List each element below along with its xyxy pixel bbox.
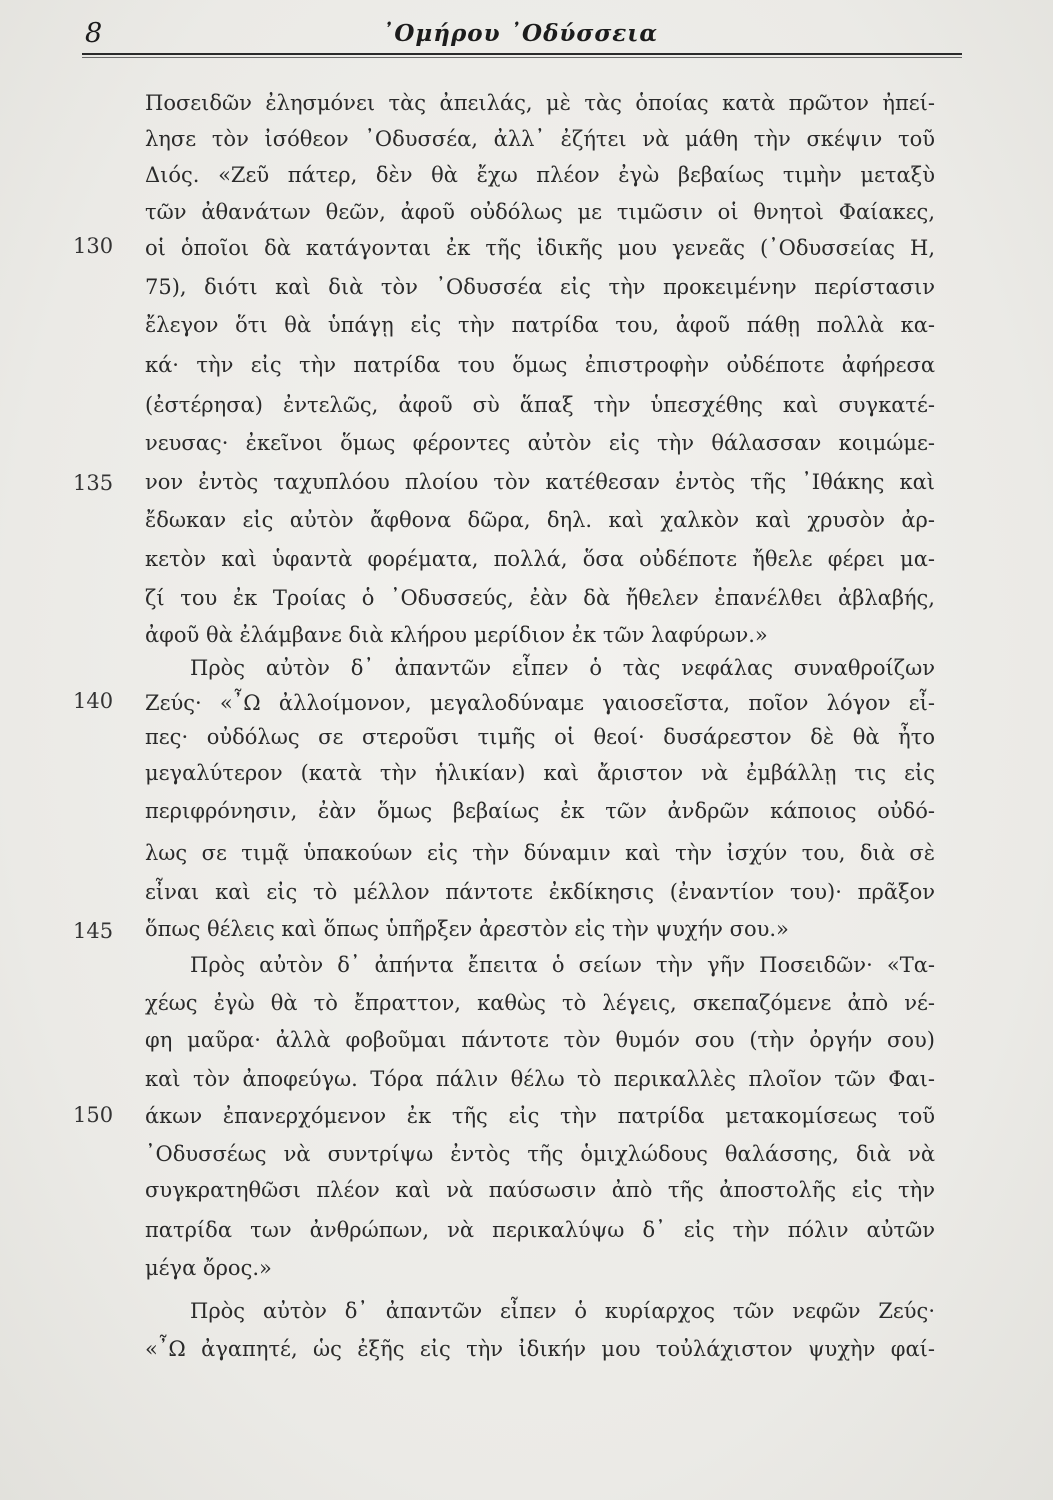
text-line: περιφρόνησιν, ἐὰν ὅμως βεβαίως ἐκ τῶν ἀνδρῶν κάποιος οὐδό- bbox=[145, 799, 935, 823]
text-line: (ἐστέρησα) ἐντελῶς, ἀφοῦ σὺ ἅπαξ τὴν ὑπεσχέθης καὶ συγκατέ- bbox=[145, 393, 935, 417]
text-line: Διός. «Ζεῦ πάτερ, δὲν θὰ ἔχω πλέον ἐγὼ βεβαίως τιμὴν μεταξὺ bbox=[145, 163, 935, 187]
line-number-140: 140 bbox=[73, 689, 114, 713]
text-line: κετὸν καὶ ὑφαντὰ φορέματα, πολλά, ὅσα οὐδέποτε ἤθελε φέρει μα- bbox=[145, 547, 935, 571]
text-line: εἶναι καὶ εἰς τὸ μέλλον πάντοτε ἐκδίκησις (ἐναντίον του)· πρᾶξον bbox=[145, 880, 935, 904]
text-line: πατρίδα των ἀνθρώπων, νὰ περικαλύψω δ᾿ εἰς τὴν πόλιν αὐτῶν bbox=[145, 1218, 935, 1242]
text-line: λησε τὸν ἰσόθεον ᾿Οδυσσέα, ἀλλ᾿ ἐζήτει νὰ μάθη τὴν σκέψιν τοῦ bbox=[145, 127, 935, 151]
text-line: ἔλεγον ὅτι θὰ ὑπάγῃ εἰς τὴν πατρίδα του, ἀφοῦ πάθῃ πολλὰ κα- bbox=[145, 313, 935, 337]
text-line: καὶ τὸν ἀποφεύγω. Τόρα πάλιν θέλω τὸ περικαλλὲς πλοῖον τῶν Φαι- bbox=[145, 1067, 935, 1091]
text-line: ὅπως θέλεις καὶ ὅπως ὑπῆρξεν ἀρεστὸν εἰς τὴν ψυχήν σου.» bbox=[145, 917, 789, 941]
text-line: Ποσειδῶν ἐλησμόνει τὰς ἀπειλάς, μὲ τὰς ὁποίας κατὰ πρῶτον ἠπεί- bbox=[145, 91, 935, 115]
line-number-135: 135 bbox=[73, 471, 114, 495]
text-line: ᾿Οδυσσέως νὰ συντρίψω ἐντὸς τῆς ὁμιχλώδους θαλάσσης, διὰ νὰ bbox=[145, 1142, 935, 1166]
running-title: ᾿Ομήρου ᾿Οδύσσεια bbox=[381, 20, 659, 47]
text-line: ζί του ἐκ Τροίας ὁ ᾿Οδυσσεύς, ἐὰν δὰ ἤθελεν ἐπανέλθει ἀβλαβής, bbox=[145, 586, 935, 610]
text-line: μεγαλύτερον (κατὰ τὴν ἡλικίαν) καὶ ἄριστον νὰ ἐμβάλλῃ τις εἰς bbox=[145, 761, 935, 785]
text-line: κά· τὴν εἰς τὴν πατρίδα του ὅμως ἐπιστροφὴν οὐδέποτε ἀφήρεσα bbox=[145, 353, 935, 377]
text-line: Ζεύς· «῏Ω ἀλλοίμονον, μεγαλοδύναμε γαιοσεῖστα, ποῖον λόγον εἶ- bbox=[145, 691, 935, 715]
text-line: νευσας· ἐκεῖνοι ὅμως φέροντες αὐτὸν εἰς τὴν θάλασσαν κοιμώμε- bbox=[145, 431, 935, 455]
text-line: «῏Ω ἀγαπητέ, ὡς ἐξῆς εἰς τὴν ἰδικήν μου τοὐλάχιστον ψυχὴν φαί- bbox=[145, 1337, 935, 1361]
text-line: μέγα ὄρος.» bbox=[145, 1256, 272, 1280]
text-line: οἱ ὁποῖοι δὰ κατάγονται ἐκ τῆς ἰδικῆς μου γενεᾶς (᾿Οδυσσείας Η, bbox=[145, 236, 935, 260]
text-line: ἀφοῦ θὰ ἐλάμβανε διὰ κλήρου μερίδιον ἐκ τῶν λαφύρων.» bbox=[145, 623, 768, 647]
text-line: Πρὸς αὐτὸν δ᾿ ἀπαντῶν εἶπεν ὁ κυρίαρχος τῶν νεφῶν Ζεύς· bbox=[190, 1299, 935, 1323]
text-line: χέως ἐγὼ θὰ τὸ ἔπραττον, καθὼς τὸ λέγεις, σκεπαζόμενε ἀπὸ νέ- bbox=[145, 991, 935, 1015]
text-line: Πρὸς αὐτὸν δ᾿ ἀπήντα ἔπειτα ὁ σείων τὴν γῆν Ποσειδῶν· «Τα- bbox=[190, 953, 935, 977]
text-line: πες· οὐδόλως σε στεροῦσι τιμῆς οἱ θεοί· δυσάρεστον δὲ θὰ ἦτο bbox=[145, 725, 935, 749]
text-line: λως σε τιμᾷ ὑπακούων εἰς τὴν δύναμιν καὶ τὴν ἰσχύν του, διὰ σὲ bbox=[145, 841, 935, 865]
line-number-150: 150 bbox=[73, 1103, 114, 1127]
page-number: 8 bbox=[85, 18, 103, 49]
text-line: φη μαῦρα· ἀλλὰ φοβοῦμαι πάντοτε τὸν θυμόν σου (τὴν ὀργήν σου) bbox=[145, 1028, 935, 1052]
text-line: νον ἐντὸς ταχυπλόου πλοίου τὸν κατέθεσαν ἐντὸς τῆς ᾿Ιθάκης καὶ bbox=[145, 470, 935, 494]
line-number-130: 130 bbox=[73, 234, 114, 258]
text-line: Πρὸς αὐτὸν δ᾿ ἀπαντῶν εἶπεν ὁ τὰς νεφάλας συναθροίζων bbox=[190, 656, 935, 680]
line-number-145: 145 bbox=[73, 919, 114, 943]
text-line: άκων ἐπανερχόμενον ἐκ τῆς εἰς τὴν πατρίδα μετακομίσεως τοῦ bbox=[145, 1104, 935, 1128]
text-line: τῶν ἀθανάτων θεῶν, ἀφοῦ οὐδόλως με τιμῶσιν οἱ θνητοὶ Φαίακες, bbox=[145, 200, 935, 224]
text-line: 75), διότι καὶ διὰ τὸν ᾿Οδυσσέα εἰς τὴν προκειμένην περίστασιν bbox=[145, 275, 935, 299]
page-header bbox=[80, 14, 960, 54]
text-line: συγκρατηθῶσι πλέον καὶ νὰ παύσωσιν ἀπὸ τῆς ἀποστολῆς εἰς τὴν bbox=[145, 1178, 935, 1202]
text-line: ἔδωκαν εἰς αὐτὸν ἄφθονα δῶρα, δηλ. καὶ χαλκὸν καὶ χρυσὸν ἀρ- bbox=[145, 508, 935, 532]
header-rule bbox=[82, 53, 962, 55]
header-rule-thin bbox=[82, 57, 962, 58]
